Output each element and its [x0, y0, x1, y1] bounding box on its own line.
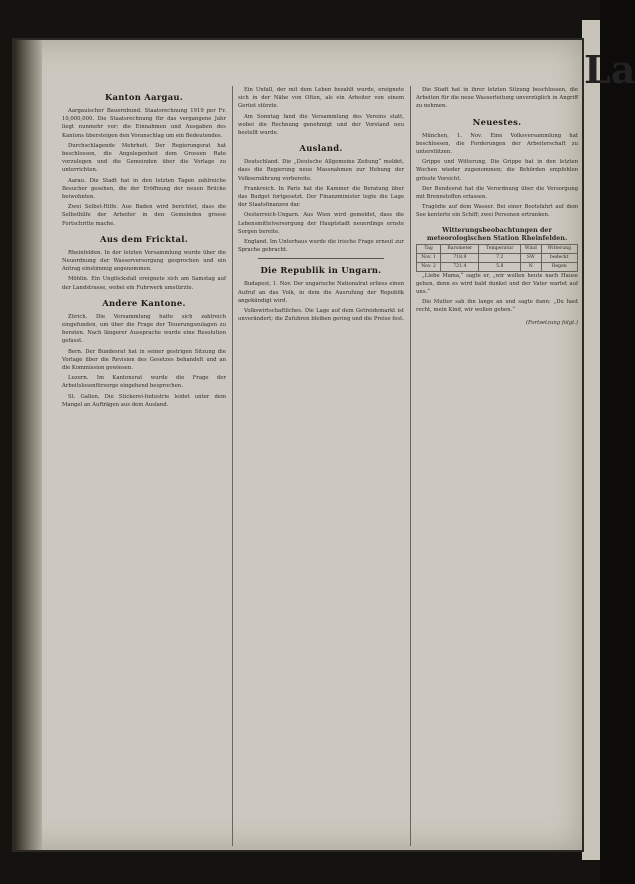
weather-header-cell: Tag	[417, 244, 441, 253]
weather-table	[416, 244, 578, 272]
weather-header-cell: Temperatur	[479, 244, 521, 253]
article-paragraph: St. Gallen. Die Stickerei-Industrie leidet unter dem Mangel an Aufträgen aus dem Ausland.	[62, 393, 226, 408]
article-paragraph: Bern. Der Bundesrat hat in seiner gestrigen Sitzung die Vorlage über die Revision des Gesetzes behandelt und an die Kommission gewiesen.	[62, 348, 226, 372]
article-paragraph: Tragödie auf dem Wasser. Bei einer Bootsfahrt auf dem See kenterte ein Schiff; zwei Personen ertranken.	[416, 204, 578, 219]
section-heading-aargau: Kanton Aargau.	[104, 92, 184, 102]
article-paragraph: Am Sonntag fand die Versammlung des Vereins statt, wobei die Rechnung genehmigt und der Vorstand neu bestellt wurde.	[238, 113, 404, 137]
left-column	[62, 86, 226, 846]
article-paragraph: England. Im Unterhaus wurde die irische Frage erneut zur Sprache gebracht.	[238, 239, 404, 254]
article-paragraph: Frankreich. In Paris hat die Kammer die Beratung über das Budget fortgesetzt. Der Finanzminister legte die Lage der Staatsfinanzen dar.	[238, 185, 404, 209]
article-paragraph: Volkswirtschaftliches. Die Lage auf dem Getreidemarkt ist unverändert; die Zufuhren bleiben gering und die Preise fest.	[238, 308, 404, 323]
article-paragraph: Der Bundesrat hat die Verordnung über die Versorgung mit Brennstoffen erlassen.	[416, 185, 578, 201]
right-column	[416, 86, 578, 846]
article-paragraph: Budapest, 1. Nov. Der ungarische Nationalrat erliess einen Aufruf an das Volk, in dem die Ausrufung der Republik angekündigt wird.	[238, 281, 404, 304]
section-heading-andere-kantone: Andere Kantone.	[102, 297, 186, 308]
weather-cell: Nov. 2	[417, 262, 441, 271]
weather-header-row	[417, 244, 578, 253]
section-heading-fricktal: Aus dem Fricktal.	[100, 233, 188, 244]
section-heading-ausland: Ausland.	[299, 143, 343, 154]
next-page-edge	[582, 20, 635, 860]
continuation-note: (Fortsetzung folgt.)	[525, 319, 578, 326]
weather-cell: bedeckt	[541, 253, 577, 262]
article-paragraph: Deutschland. Die „Deutsche Allgemeine Zeitung“ meldet, dass die Regierung neue Massnahmen zur Hebung der Volksernährung vorbereite.	[238, 159, 404, 182]
column-divider	[232, 86, 233, 846]
weather-table-title: Witterungsbeobachtungen der meteorologischen Station Rheinfelden.	[426, 225, 568, 242]
weather-cell: Nov. 1	[417, 253, 441, 262]
article-paragraph: Aargauischer Bauernbund. Staatsrechnung 1919 per Fr. 10,000,000. Die Staatsrechnung für das vergangene Jahr liegt nunmehr vor; die Einnahmen und Ausgaben des Kantons übersteigen den Voranschlag um ein Bedeutendes.	[62, 108, 226, 139]
article-paragraph: Oesterreich-Ungarn. Aus Wien wird gemeldet, dass die Lebensmittelversorgung der Hauptstadt neuerdings ernste Sorgen bereite.	[238, 212, 404, 235]
weather-cell: N	[521, 262, 542, 271]
weather-header-cell: Barometer	[441, 244, 479, 253]
weather-header-cell: Wind	[521, 244, 542, 253]
article-paragraph: München, 1. Nov. Eine Volksversammlung hat beschlossen, die Forderungen der Arbeiterschaft zu unterstützen.	[416, 132, 578, 156]
article-paragraph: Zürich. Die Versammlung hatte sich zahlreich eingefunden, um über die Frage der Teuerungszulagen zu beraten. Nach längerer Aussprache wurde eine Resolution gefasst.	[62, 313, 226, 345]
article-paragraph: Die Stadt hat in ihrer letzten Sitzung beschlossen, die Arbeiten für die neue Wasserleitung unverzüglich in Angriff zu nehmen.	[416, 87, 578, 110]
article-paragraph: Die Mutter sah ihn lange an und sagte dann: „Du hast recht, mein Kind, wir wollen gehen.“	[416, 299, 578, 314]
binding-gutter	[14, 40, 42, 850]
weather-cell: 7.2	[479, 253, 521, 262]
next-page-masthead: La	[584, 47, 635, 92]
middle-column	[238, 86, 404, 846]
column-divider	[410, 86, 411, 846]
newspaper-page	[14, 40, 582, 850]
article-paragraph: „Liebe Mama,“ sagte er, „wir wollen heute nach Hause gehen, denn es wird bald dunkel und der Vater wartet auf uns.“	[416, 272, 578, 296]
article-paragraph: Durchschlagende Mehrheit. Der Regierungsrat hat beschlossen, die Angelegenheit dem Grossen Rate vorzulegen und die Gemeinden über die Vorlage zu unterrichten.	[62, 142, 226, 174]
article-paragraph: Aarau. Die Stadt hat in den letzten Tagen zahlreiche Besucher gesehen, die der Eröffnung der neuen Brücke beiwohnten.	[62, 177, 226, 201]
table-row	[417, 262, 578, 271]
weather-cell: 721.4	[441, 262, 479, 271]
section-rule	[258, 258, 384, 259]
article-paragraph: Grippe und Witterung. Die Grippe hat in den letzten Wochen wieder zugenommen; die Behörden empfehlen grösste Vorsicht.	[416, 159, 578, 182]
article-paragraph: Luzern. Im Kantonsrat wurde die Frage der Arbeitslosenfürsorge eingehend besprochen.	[62, 375, 226, 390]
weather-header-cell: Witterung	[541, 244, 577, 253]
weather-cell: 5.8	[479, 262, 521, 271]
article-paragraph: Rheinfelden. In der letzten Versammlung wurde über die Neuordnung der Wasserversorgung gesprochen und ein Antrag einstimmig angenommen.	[62, 249, 226, 273]
weather-cell: SW	[521, 253, 542, 262]
table-row	[417, 253, 578, 262]
section-heading-neuestes: Neuestes.	[472, 116, 522, 127]
article-paragraph: Zwei Selbst-Hilfe. Aus Baden wird berichtet, dass die Selbsthilfe der Arbeiter in den Gemeinden grosse Fortschritte mache.	[62, 204, 226, 227]
weather-cell: 718.9	[441, 253, 479, 262]
article-paragraph: Möhlin. Ein Unglücksfall ereignete sich am Samstag auf der Landstrasse, wobei ein Fuhrwerk umstürzte.	[62, 276, 226, 291]
section-heading-republik-ungarn: Die Republik in Ungarn.	[260, 265, 382, 276]
weather-cell: Regen	[541, 262, 577, 271]
article-paragraph: Ein Unfall, der mit dem Leben bezahlt wurde, ereignete sich in der Nähe von Olten, als ein Arbeiter von einem Gerüst stürzte.	[238, 87, 404, 110]
